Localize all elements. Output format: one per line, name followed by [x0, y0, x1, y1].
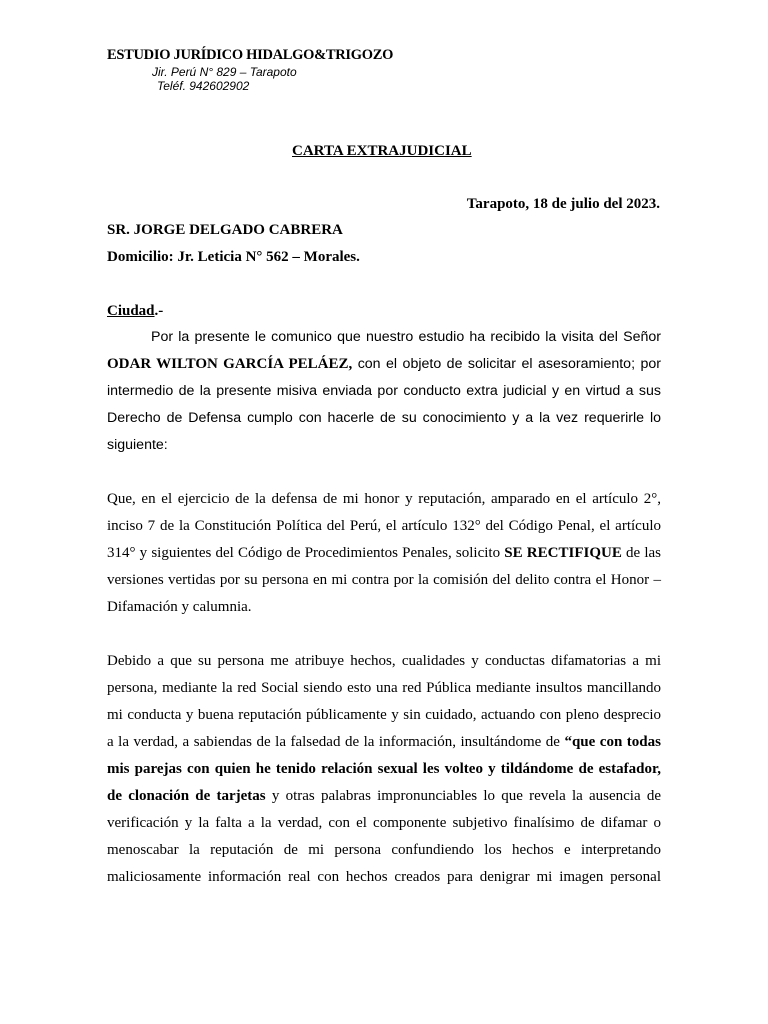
paragraph-3-line: maliciosamente información real con hechos creados para denigrar mi imagen personal — [107, 869, 661, 885]
firm-address: Jir. Perú N° 829 – Tarapoto — [152, 65, 297, 79]
paragraph-1-line — [107, 351, 661, 378]
paragraph-2-line — [107, 540, 661, 567]
quoted-insult: mis parejas con quien he tenido relación sexual les volteo y tildándome de estafador, — [107, 761, 661, 777]
city-label: Ciudad — [107, 303, 155, 319]
paragraph-3-line — [107, 756, 661, 783]
recipient-name: SR. JORGE DELGADO CABRERA — [107, 222, 343, 238]
paragraph-3-line — [107, 729, 661, 756]
quoted-insult: “que con todas — [564, 734, 661, 750]
paragraph-2-line: versiones vertidas por su persona en mi contra por la comisión del delito contra el Honor – — [107, 572, 661, 588]
paragraph-2-text: 314° y siguientes del Código de Procedimientos Penales, solicito — [107, 545, 505, 561]
paragraph-1-line: siguiente: — [107, 437, 168, 453]
paragraph-1-text: con el objeto de solicitar el asesoramiento; por — [352, 356, 661, 372]
recipient-domicile: Domicilio: Jr. Leticia N° 562 – Morales. — [107, 249, 360, 265]
client-name: ODAR WILTON GARCÍA PELÁEZ, — [107, 356, 353, 372]
paragraph-3 — [107, 648, 661, 891]
paragraph-3-text: a la verdad, a sabiendas de la falsedad de la información, insultándome de — [107, 734, 565, 750]
firm-name: ESTUDIO JURÍDICO HIDALGO&TRIGOZO — [107, 47, 394, 63]
paragraph-3-line: Debido a que su persona me atribuye hechos, cualidades y conductas difamatorias a mi — [107, 653, 661, 669]
paragraph-1-line: Por la presente le comunico que nuestro estudio ha recibido la visita del Señor — [151, 329, 661, 345]
paragraph-1-line: intermedio de la presente misiva enviada por conducto extra judicial y en virtud a sus — [107, 383, 661, 399]
letter-date: Tarapoto, 18 de julio del 2023. — [466, 196, 660, 212]
city-salutation — [107, 303, 163, 320]
paragraph-3-line: mi conducta y buena reputación públicamente y sin cuidado, actuando con pleno desprecio — [107, 707, 661, 723]
paragraph-2-text: de las — [621, 545, 661, 561]
paragraph-3-text: y otras palabras impronunciables lo que revela la ausencia de — [265, 788, 662, 804]
paragraph-2-line: Difamación y calumnia. — [107, 599, 252, 615]
paragraph-2-line: Que, en el ejercicio de la defensa de mi honor y reputación, amparado en el artículo 2°, — [107, 491, 661, 507]
paragraph-2-line: inciso 7 de la Constitución Política del Perú, el artículo 132° del Código Penal, el artículo — [107, 518, 661, 534]
letter-title: CARTA EXTRAJUDICIAL — [292, 143, 472, 159]
quoted-insult: de clonación de tarjetas — [107, 788, 266, 804]
paragraph-3-line: persona, mediante la red Social siendo esto una red Pública mediante insultos mancillando — [107, 680, 661, 696]
paragraph-2 — [107, 486, 661, 621]
firm-phone: Teléf. 942602902 — [157, 79, 250, 93]
paragraph-3-line: verificación y la falta a la verdad, con el componente subjetivo finalísimo de difamar o — [107, 815, 661, 831]
rectify-demand: SE RECTIFIQUE — [504, 545, 622, 561]
city-suffix: .- — [154, 303, 164, 319]
paragraph-1-line: Derecho de Defensa cumplo con hacerle de su conocimiento y a la vez requerirle lo — [107, 410, 661, 426]
paragraph-3-line: menoscabar la reputación de mi persona confundiendo los hechos e interpretando — [107, 842, 661, 858]
paragraph-3-line — [107, 783, 661, 810]
paragraph-1 — [107, 324, 661, 459]
